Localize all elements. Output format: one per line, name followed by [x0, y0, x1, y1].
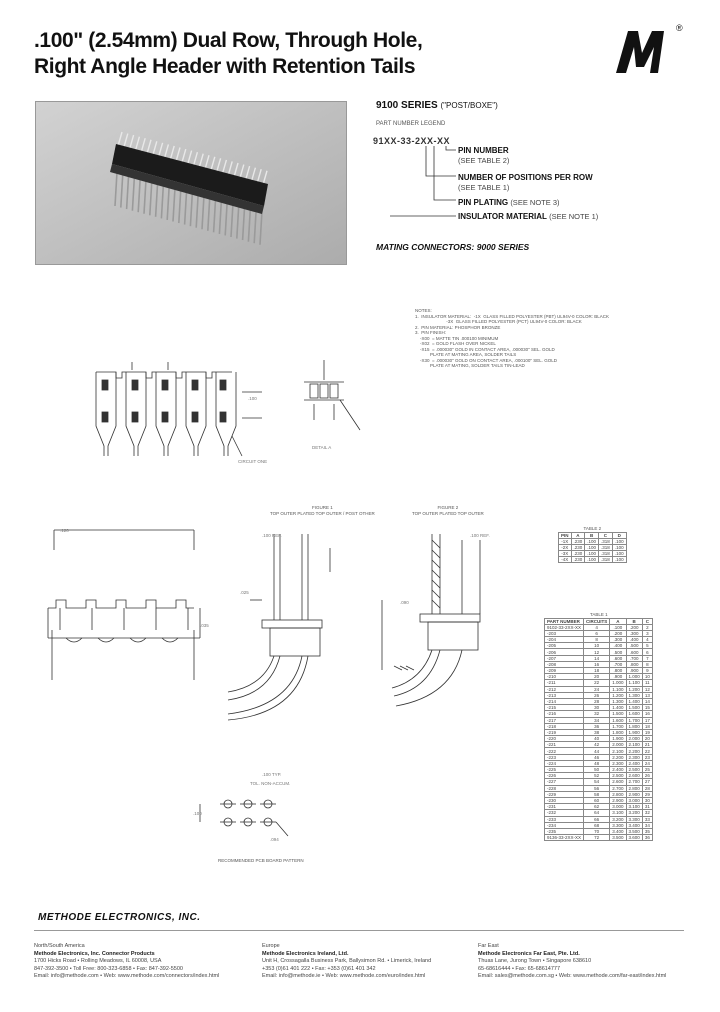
table-cell: 2.200 — [610, 754, 626, 760]
table-cell: 18 — [642, 723, 652, 729]
note-line: PLATE AT MATING AREA, SOLDER TAILS — [415, 352, 517, 357]
table-cell: .800 — [626, 661, 642, 667]
table-cell: -228 — [545, 785, 584, 791]
table-cell: -235 — [545, 828, 584, 834]
table-cell: .300 — [626, 630, 642, 636]
table-cell: .100 — [612, 551, 626, 557]
table-cell: 4 — [584, 624, 610, 630]
table-header-cell: PIN — [559, 532, 572, 538]
table-cell: 48 — [584, 760, 610, 766]
table-row — [545, 835, 653, 841]
table-cell: -4X — [559, 557, 572, 563]
pcb-dim-a: .100 — [193, 811, 202, 816]
table-cell: 16 — [584, 661, 610, 667]
table-cell: 11 — [642, 680, 652, 686]
table-cell: 23 — [642, 754, 652, 760]
table-cell: .318 — [599, 557, 613, 563]
table-cell: 33 — [642, 816, 652, 822]
table-cell: 8 — [584, 637, 610, 643]
table-cell: .400 — [610, 643, 626, 649]
table-cell: -3X — [559, 551, 572, 557]
table-cell: 1.400 — [626, 698, 642, 704]
dim-100-top: .100 — [248, 396, 257, 401]
registered-mark: ® — [676, 23, 683, 33]
table-cell: -206 — [545, 649, 584, 655]
table-cell: -223 — [545, 754, 584, 760]
detail-drawing — [300, 360, 370, 460]
legend-leaders — [380, 146, 470, 226]
table-cell: 15 — [642, 705, 652, 711]
table-header-cell: CIRCUITS — [584, 618, 610, 624]
table-cell: .100 — [612, 538, 626, 544]
pcb-caption: RECOMMENDED PCB BOARD PATTERN — [218, 858, 304, 863]
detail-label: DETAIL A — [312, 445, 332, 450]
note-line: 1. INSULATOR MATERIAL: -1X GLASS FILLED POLYESTER (PBT) UL94V-0 COLOR: BLACK — [415, 313, 609, 319]
table-cell: 2.900 — [626, 791, 642, 797]
table-cell: -233 — [545, 816, 584, 822]
table-cell: .100 — [612, 544, 626, 550]
table-cell: 31 — [642, 804, 652, 810]
table-cell: -220 — [545, 736, 584, 742]
table-cell: -231 — [545, 804, 584, 810]
page-title — [34, 28, 422, 80]
table-cell: -218 — [545, 723, 584, 729]
table-cell: 1.800 — [626, 723, 642, 729]
mating-connectors: MATING CONNECTORS: 9000 SERIES — [376, 242, 530, 252]
product-photo — [35, 101, 347, 265]
table-cell: 1.100 — [610, 686, 626, 692]
footer-col-americas: North/South America Methode Electronics, Inc. Connector Products 1700 Hicks Road • Rolling Meadows, IL 60008, USA 847-392-3500 • Toll Free: 800-323-6858 • Fax: 847-392-5500 Email: info@methode.com • Web: www.methode.com/connectors/index.html — [34, 943, 220, 980]
table-cell: .700 — [626, 655, 642, 661]
table-cell: 2.500 — [610, 773, 626, 779]
table-cell: .300 — [610, 637, 626, 643]
series-title: 9100 SERIES ("POST/BOXE") — [376, 100, 498, 111]
table-cell: 1.200 — [626, 686, 642, 692]
table-cell: 2.100 — [626, 742, 642, 748]
table-row — [559, 557, 627, 563]
table-cell: .600 — [626, 649, 642, 655]
series-subtitle: ("POST/BOXE") — [440, 101, 498, 110]
pcb-dim-b: .100 TYP. — [262, 772, 282, 777]
table-cell: -230 — [545, 797, 584, 803]
table-cell: 9 — [642, 668, 652, 674]
table-cell: .100 — [585, 557, 599, 563]
table-cell: .230 — [571, 557, 585, 563]
table-header-cell: B — [626, 618, 642, 624]
table-cell: 9136-33-2XX-XX — [545, 835, 584, 841]
table-cell: 2.400 — [626, 760, 642, 766]
table-cell: 52 — [584, 773, 610, 779]
table-cell: 26 — [642, 773, 652, 779]
table-cell: 25 — [642, 767, 652, 773]
table-cell: 1.300 — [626, 692, 642, 698]
table-cell: .100 — [585, 538, 599, 544]
table-cell: -221 — [545, 742, 584, 748]
table-cell: 3 — [642, 630, 652, 636]
table-cell: -227 — [545, 779, 584, 785]
table-cell: 14 — [584, 655, 610, 661]
footer-divider — [34, 930, 684, 931]
table-cell: -216 — [545, 711, 584, 717]
legend-positions: NUMBER OF POSITIONS PER ROW (SEE TABLE 1) — [458, 173, 593, 192]
legend-insulator: INSULATOR MATERIAL (SEE NOTE 1) — [458, 212, 599, 221]
dim-100-ref-fig1: .100 REF. — [262, 533, 282, 538]
table-cell: 38 — [584, 729, 610, 735]
dim-100-ref-fig2: .100 REF. — [470, 533, 490, 538]
dim-120: .120 — [60, 528, 69, 533]
table-cell: .100 — [610, 624, 626, 630]
table-cell: .500 — [626, 643, 642, 649]
company-logo-text: METHODE ELECTRONICS, INC. — [38, 912, 201, 923]
table-cell: 70 — [584, 828, 610, 834]
footer-col-far-east: Far East Methode Electronics Far East, Pte. Ltd. Thuas Lane, Jurong Town • Singapore 638610 65-68616444 • Fax: 65-68614777 Email: sales@methode.com.sg • Web: www.methode.com/far-east/index.html — [478, 943, 667, 980]
table-cell: 14 — [642, 698, 652, 704]
table-cell: 29 — [642, 791, 652, 797]
note-line: -X15 = .000030" GOLD IN CONTACT AREA, .000030" SEL. GOLD — [415, 346, 555, 352]
table-cell: .230 — [571, 544, 585, 550]
table-cell: 1.100 — [626, 680, 642, 686]
table-cell: .900 — [610, 674, 626, 680]
table-cell: .230 — [571, 538, 585, 544]
table-cell: .700 — [610, 661, 626, 667]
table-cell: 72 — [584, 835, 610, 841]
table-cell: 18 — [584, 668, 610, 674]
table-cell: 1.000 — [626, 674, 642, 680]
table-cell: 3.100 — [610, 810, 626, 816]
notes-heading: NOTES: — [415, 308, 432, 313]
table-cell: 1.900 — [626, 729, 642, 735]
table-cell: 17 — [642, 717, 652, 723]
table-1-grid — [544, 618, 653, 842]
table-cell: 3.000 — [610, 804, 626, 810]
table-cell: -222 — [545, 748, 584, 754]
table-cell: 24 — [584, 686, 610, 692]
table-cell: .100 — [585, 544, 599, 550]
table-cell: .318 — [599, 551, 613, 557]
table-cell: .800 — [610, 668, 626, 674]
table-cell: 4 — [642, 637, 652, 643]
table-cell: 10 — [642, 674, 652, 680]
table-cell: .318 — [599, 538, 613, 544]
table-cell: 3.500 — [626, 828, 642, 834]
table-cell: .600 — [610, 655, 626, 661]
dim-094: .094 — [270, 837, 279, 842]
table-cell: -212 — [545, 686, 584, 692]
table-cell: 22 — [642, 748, 652, 754]
figure-2-label: FIGURE 2 TOP OUTER PLATED TOP OUTER — [412, 505, 484, 516]
table-cell: 62 — [584, 804, 610, 810]
table-cell: 44 — [584, 748, 610, 754]
table-cell: 42 — [584, 742, 610, 748]
dim-035: .035 — [200, 623, 209, 628]
table-cell: -224 — [545, 760, 584, 766]
legend-plating: PIN PLATING (SEE NOTE 3) — [458, 198, 560, 207]
table-cell: 46 — [584, 754, 610, 760]
table-cell: 2.500 — [626, 767, 642, 773]
note-line: 2. PIN MATERIAL: PHOSPHOR BRONZE — [415, 324, 501, 330]
table-cell: 66 — [584, 816, 610, 822]
note-line: 3. PIN FINISH: — [415, 330, 447, 335]
table-header-cell: C — [642, 618, 652, 624]
table-2-grid — [558, 532, 627, 564]
table-cell: 2.600 — [626, 773, 642, 779]
table-cell: -217 — [545, 717, 584, 723]
table-cell: 64 — [584, 810, 610, 816]
table-cell: -219 — [545, 729, 584, 735]
table-cell: .100 — [585, 551, 599, 557]
table-cell: .500 — [610, 649, 626, 655]
table-cell: 26 — [584, 692, 610, 698]
table-cell: 3.400 — [610, 828, 626, 834]
table-cell: 2.300 — [610, 760, 626, 766]
note-line: -X02 = GOLD FLASH OVER NICKEL — [415, 341, 496, 346]
table-cell: 34 — [584, 717, 610, 723]
table-cell: 30 — [642, 797, 652, 803]
table-cell: .200 — [610, 630, 626, 636]
table-cell: 2.000 — [626, 736, 642, 742]
table-cell: 3.500 — [610, 835, 626, 841]
table-cell: 60 — [584, 797, 610, 803]
table-cell: -215 — [545, 705, 584, 711]
table-1 — [544, 612, 653, 841]
table-cell: 12 — [584, 649, 610, 655]
table-cell: 1.700 — [626, 717, 642, 723]
table-header-cell: C — [599, 532, 613, 538]
table-cell: 56 — [584, 785, 610, 791]
note-line: -X00 = MATTE TIN .000100 MINIMUM — [415, 335, 499, 341]
methode-logo — [612, 23, 683, 77]
dim-090: .090 — [400, 600, 409, 605]
title-line-2: Right Angle Header with Retention Tails — [34, 55, 416, 78]
table-cell: 2.000 — [610, 742, 626, 748]
table-cell: -213 — [545, 692, 584, 698]
table-cell: -204 — [545, 637, 584, 643]
table-cell: -225 — [545, 767, 584, 773]
table-cell: 2.200 — [626, 748, 642, 754]
table-cell: 2.100 — [610, 748, 626, 754]
table-cell: 50 — [584, 767, 610, 773]
figure-1-label: FIGURE 1 TOP OUTER PLATED TOP OUTER / POST OTHER — [270, 505, 375, 516]
table-2-caption: TABLE 2 — [583, 526, 602, 531]
table-cell: 2 — [642, 624, 652, 630]
note-line: -3X GLASS FILLED POLYESTER (PCT) UL94V-0 COLOR: BLACK — [415, 319, 582, 324]
table-cell: 3.400 — [626, 822, 642, 828]
table-cell: .318 — [599, 544, 613, 550]
table-cell: 24 — [642, 760, 652, 766]
table-cell: 1.700 — [610, 723, 626, 729]
table-cell: 1.800 — [610, 729, 626, 735]
table-cell: 2.700 — [610, 785, 626, 791]
table-cell: .100 — [612, 557, 626, 563]
dim-025: .025 — [240, 590, 249, 595]
table-cell: 3.300 — [610, 822, 626, 828]
legend-pin-number: PIN NUMBER (SEE TABLE 2) — [458, 146, 510, 165]
table-cell: 3.300 — [626, 816, 642, 822]
table-cell: .400 — [626, 637, 642, 643]
table-cell: 5 — [642, 643, 652, 649]
table-cell: 54 — [584, 779, 610, 785]
table-header-cell: A — [571, 532, 585, 538]
table-cell: -2X — [559, 544, 572, 550]
side-view-drawing — [44, 520, 224, 690]
part-number: 91XX-33-2XX-XX — [373, 136, 451, 146]
table-cell: 30 — [584, 705, 610, 711]
table-cell: .200 — [626, 624, 642, 630]
table-1-caption: TABLE 1 — [590, 612, 608, 617]
table-cell: 1.600 — [626, 711, 642, 717]
table-cell: 32 — [642, 810, 652, 816]
table-cell: 16 — [642, 711, 652, 717]
table-cell: 68 — [584, 822, 610, 828]
table-cell: 1.600 — [610, 717, 626, 723]
table-cell: 20 — [642, 736, 652, 742]
note-line: -X30 = .000030" GOLD ON CONTACT AREA, .000100" SEL. GOLD — [415, 357, 557, 363]
table-2 — [558, 526, 627, 563]
circuit-one-label: CIRCUIT ONE — [238, 459, 268, 464]
table-cell: 36 — [584, 723, 610, 729]
table-cell: 2.900 — [610, 797, 626, 803]
pcb-note: TOL. NON-ACCUM. — [250, 781, 291, 786]
table-cell: 28 — [584, 698, 610, 704]
notes-block — [415, 308, 695, 369]
table-cell: -232 — [545, 810, 584, 816]
table-cell: 2.400 — [610, 767, 626, 773]
table-cell: 21 — [642, 742, 652, 748]
footer-col-europe: Europe Methode Electronics Ireland, Ltd. Unit H, Crossagalla Business Park, Ballysimon Rd. • Limerick, Ireland +353 (0)61 401 222 • Fax: +353 (0)61 401 342 Email: info@methode.ie • Web: www.methode.com/euro/index.html — [262, 943, 432, 980]
table-cell: 3.200 — [626, 810, 642, 816]
table-cell: 7 — [642, 655, 652, 661]
legend-caption: PART NUMBER LEGEND — [376, 121, 446, 127]
table-cell: .900 — [626, 668, 642, 674]
note-line: PLATE AT MATING, SOLDER TAILS TIN-LEAD — [415, 363, 525, 368]
table-header-cell: PART NUMBER — [545, 618, 584, 624]
table-cell: 40 — [584, 736, 610, 742]
table-cell: -210 — [545, 674, 584, 680]
table-cell: 1.900 — [610, 736, 626, 742]
table-cell: 27 — [642, 779, 652, 785]
table-cell: -207 — [545, 655, 584, 661]
table-cell: 1.300 — [610, 698, 626, 704]
table-cell: -226 — [545, 773, 584, 779]
table-cell: 3.200 — [610, 816, 626, 822]
top-view-drawing — [92, 356, 272, 476]
table-cell: .230 — [571, 551, 585, 557]
table-cell: 32 — [584, 711, 610, 717]
table-cell: 12 — [642, 686, 652, 692]
table-cell: 2.700 — [626, 779, 642, 785]
table-cell: 20 — [584, 674, 610, 680]
table-cell: 6 — [584, 630, 610, 636]
table-cell: 6 — [642, 649, 652, 655]
table-cell: -211 — [545, 680, 584, 686]
table-cell: -208 — [545, 661, 584, 667]
table-cell: 35 — [642, 828, 652, 834]
table-cell: 58 — [584, 791, 610, 797]
table-cell: 2.800 — [626, 785, 642, 791]
table-cell: 19 — [642, 729, 652, 735]
table-cell: 10 — [584, 643, 610, 649]
table-cell: 1.500 — [626, 705, 642, 711]
table-header-cell: B — [585, 532, 599, 538]
table-cell: -1X — [559, 538, 572, 544]
table-cell: 36 — [642, 835, 652, 841]
figure-1-drawing — [210, 520, 350, 720]
table-cell: 3.100 — [626, 804, 642, 810]
table-cell: 2.800 — [610, 791, 626, 797]
table-header-cell: A — [610, 618, 626, 624]
table-cell: 2.300 — [626, 754, 642, 760]
table-cell: 1.200 — [610, 692, 626, 698]
table-cell: 28 — [642, 785, 652, 791]
table-cell: 34 — [642, 822, 652, 828]
table-cell: -214 — [545, 698, 584, 704]
table-cell: 1.500 — [610, 711, 626, 717]
table-cell: 1.000 — [610, 680, 626, 686]
table-cell: 3.600 — [626, 835, 642, 841]
figure-2-drawing — [370, 520, 510, 720]
table-cell: -205 — [545, 643, 584, 649]
table-cell: 8 — [642, 661, 652, 667]
table-cell: 1.400 — [610, 705, 626, 711]
table-cell: -209 — [545, 668, 584, 674]
title-line-1: .100" (2.54mm) Dual Row, Through Hole, — [34, 29, 423, 52]
table-cell: -229 — [545, 791, 584, 797]
table-header-cell: D — [612, 532, 626, 538]
table-cell: -203 — [545, 630, 584, 636]
table-cell: 3.000 — [626, 797, 642, 803]
table-cell: 22 — [584, 680, 610, 686]
table-cell: 9102-33-2XX-XX — [545, 624, 584, 630]
table-cell: 13 — [642, 692, 652, 698]
table-cell: -234 — [545, 822, 584, 828]
table-cell: 2.600 — [610, 779, 626, 785]
